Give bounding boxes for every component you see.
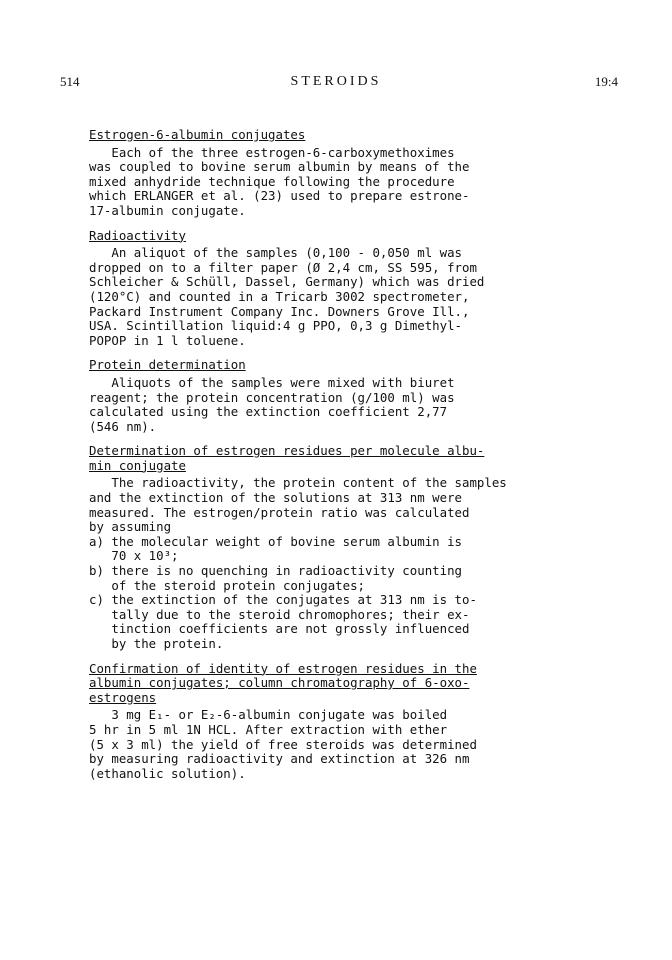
journal-title: STEROIDS: [290, 74, 382, 89]
text-line: of the steroid protein conjugates;: [89, 577, 366, 593]
section: [89, 128, 589, 219]
article-body: [89, 128, 589, 791]
text-line: reagent; the protein concentration (g/100 ml) was: [89, 389, 455, 405]
section-paragraph: [89, 246, 589, 348]
section-heading: Radioactivity: [89, 227, 186, 243]
section: [89, 229, 589, 349]
text-line: POPOP in 1 l toluene.: [89, 332, 246, 348]
text-line: b) there is no quenching in radioactivity counting: [89, 563, 462, 579]
text-line: The radioactivity, the protein content of the samples: [89, 475, 507, 491]
text-line: by assuming: [89, 519, 172, 535]
text-line: (120°C) and counted in a Tricarb 3002 spectrometer,: [89, 288, 470, 304]
text-line: measured. The estrogen/protein ratio was calculated: [89, 504, 470, 520]
text-line: and the extinction of the solutions at 313 nm were: [89, 490, 462, 506]
section-paragraph: [89, 146, 589, 219]
section-heading: Determination of estrogen residues per molecule albu- min conjugate: [89, 443, 485, 473]
text-line: dropped on to a filter paper (Ø 2,4 cm, SS 595, from: [89, 259, 477, 275]
text-line: 3 mg E₁- or E₂-6-albumin conjugate was boiled: [89, 707, 448, 723]
text-line: USA. Scintillation liquid:4 g PPO, 0,3 g Dimethyl-: [89, 318, 462, 334]
section: [89, 444, 589, 651]
text-line: Each of the three estrogen-6-carboxymethoximes: [89, 144, 455, 160]
text-line: Aliquots of the samples were mixed with biuret: [89, 374, 455, 390]
text-line: mixed anhydride technique following the procedure: [89, 173, 455, 189]
text-line: 70 x 10³;: [89, 548, 179, 564]
section-heading: Confirmation of identity of estrogen residues in the albumin conjugates; column chromatography of 6-oxo- estrogens: [89, 660, 477, 705]
text-line: An aliquot of the samples (0,100 - 0,050 ml was: [89, 245, 462, 261]
text-line: tally due to the steroid chromophores; their ex-: [89, 606, 470, 622]
section: [89, 358, 589, 434]
text-line: c) the extinction of the conjugates at 313 nm is to-: [89, 592, 477, 608]
text-line: a) the molecular weight of bovine serum albumin is: [89, 533, 462, 549]
text-line: calculated using the extinction coefficient 2,77: [89, 404, 448, 420]
section-paragraph: [89, 708, 589, 781]
section-heading: Estrogen-6-albumin conjugates: [89, 127, 306, 142]
text-line: (ethanolic solution).: [89, 765, 246, 781]
text-line: (5 x 3 ml) the yield of free steroids was determined: [89, 736, 477, 752]
text-line: 5 hr in 5 ml 1N HCL. After extraction with ether: [89, 721, 448, 737]
text-line: which ERLANGER et al. (23) used to prepare estrone-: [89, 188, 470, 204]
section-paragraph: [89, 476, 589, 651]
text-line: Schleicher & Schüll, Dassel, Germany) which was dried: [89, 274, 485, 290]
text-line: (546 nm).: [89, 418, 157, 434]
text-line: was coupled to bovine serum albumin by means of the: [89, 159, 470, 175]
section-paragraph: [89, 376, 589, 434]
page-number: 514: [60, 74, 80, 89]
running-header: [0, 74, 672, 94]
section: [89, 662, 589, 782]
text-line: Packard Instrument Company Inc. Downers Grove Ill.,: [89, 303, 470, 319]
text-line: 17-albumin conjugate.: [89, 202, 246, 218]
section-heading: Protein determination: [89, 357, 246, 373]
text-line: by measuring radioactivity and extinction at 326 nm: [89, 751, 470, 767]
text-line: by the protein.: [89, 636, 224, 651]
text-line: tinction coefficients are not grossly influenced: [89, 621, 470, 637]
issue-number: 19:4: [594, 74, 618, 89]
